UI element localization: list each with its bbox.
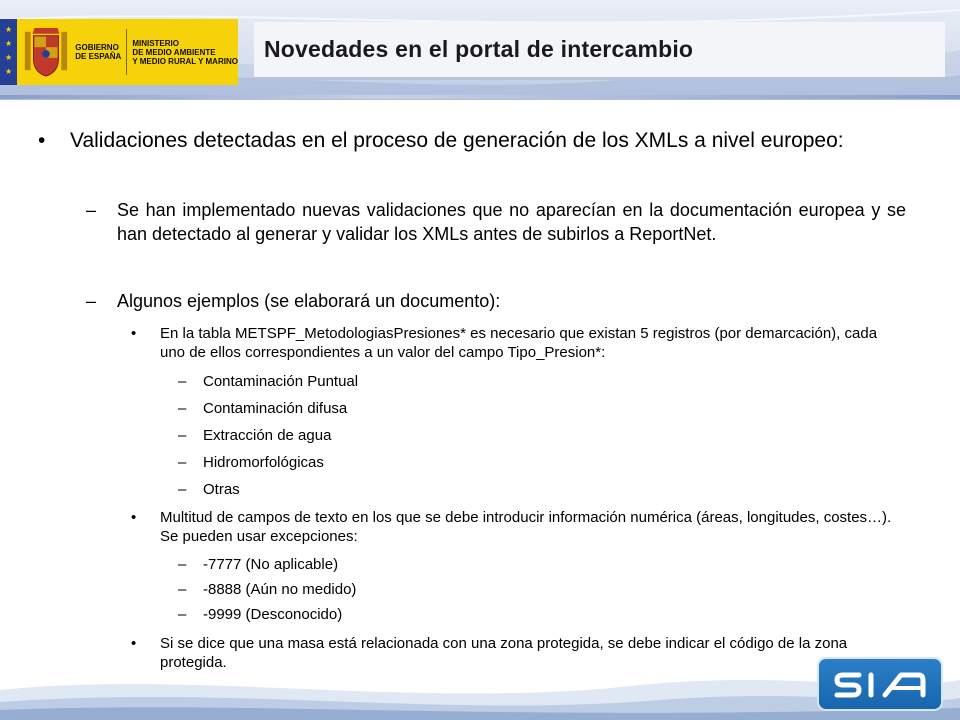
- gov-line-1: GOBIERNO: [75, 43, 119, 52]
- ministry-line-2: DE MEDIO AMBIENTE: [132, 47, 216, 57]
- dash-marker: –: [178, 454, 187, 471]
- list-item: [178, 555, 678, 574]
- point-2: [131, 508, 901, 546]
- sub-bullet-2-text: Algunos ejemplos (se elaborará un documento):: [117, 291, 501, 311]
- bullet-marker: •: [131, 325, 137, 342]
- dash-marker: –: [178, 373, 187, 390]
- footer-wave-decoration: [0, 660, 960, 720]
- dash-marker: –: [178, 427, 187, 444]
- list-item-text: Hidromorfológicas: [203, 454, 324, 471]
- list-item: [178, 372, 678, 391]
- list-item: [178, 399, 678, 418]
- list-item-text: -8888 (Aún no medido): [203, 581, 357, 598]
- list-item: [178, 580, 678, 599]
- list-item-text: -9999 (Desconocido): [203, 606, 343, 623]
- list-item: [178, 480, 678, 499]
- dash-marker: –: [178, 400, 187, 417]
- list-item: [178, 453, 678, 472]
- sub-bullet-2: [86, 289, 906, 313]
- gov-line-2: DE ESPAÑA: [75, 52, 122, 61]
- list-item: [178, 426, 678, 445]
- bullet-1-text: Validaciones detectadas en el proceso de generación de los XMLs a nivel europeo:: [70, 129, 844, 152]
- dash-marker: –: [178, 481, 187, 498]
- sia-logo-icon: [819, 659, 941, 709]
- point-2-text: Multitud de campos de texto en los que se debe introducir información numérica (áreas, longitudes, costes…). Se pueden usar excepciones:: [160, 509, 892, 545]
- list-item-text: -7777 (No aplicable): [203, 556, 339, 573]
- dash-marker: –: [86, 291, 97, 311]
- dash-marker: –: [178, 606, 187, 623]
- bullet-marker: •: [131, 635, 137, 652]
- list-item-text: Contaminación Puntual: [203, 373, 359, 390]
- list-item-text: Otras: [203, 481, 240, 498]
- point-3-text: Si se dice que una masa está relacionada con una zona protegida, se debe indicar el código de la zona protegida.: [160, 635, 848, 671]
- ministry-line-3: Y MEDIO RURAL Y MARINO: [132, 56, 238, 66]
- list-item-text: Extracción de agua: [203, 427, 332, 444]
- dash-marker: –: [178, 556, 187, 573]
- sia-logo: [817, 657, 943, 711]
- slide-title: Novedades en el portal de intercambio: [264, 36, 694, 62]
- point-1: [131, 324, 901, 362]
- sub-bullet-1: [86, 198, 906, 246]
- list-item: [178, 605, 678, 624]
- sub-bullet-1-text: Se han implementado nuevas validaciones que no aparecían en la documentación europea y se han detectado al generar y validar los XMLs antes de subirlos a ReportNet.: [117, 200, 906, 244]
- bullet-marker: •: [131, 509, 137, 526]
- dash-marker: –: [178, 581, 187, 598]
- eu-stars-strip: ★ ★ ★ ★: [0, 19, 17, 85]
- dash-marker: –: [86, 200, 97, 220]
- point-1-text: En la tabla METSPF_MetodologiasPresiones* es necesario que existan 5 registros (por demarcación), cada uno de ellos correspondientes a un valor del campo Tipo_Presion*:: [160, 325, 878, 361]
- bullet-marker: •: [38, 129, 46, 152]
- ministry-line-1: MINISTERIO: [132, 38, 179, 48]
- bullet-1: [38, 127, 908, 155]
- list-item-text: Contaminación difusa: [203, 400, 348, 417]
